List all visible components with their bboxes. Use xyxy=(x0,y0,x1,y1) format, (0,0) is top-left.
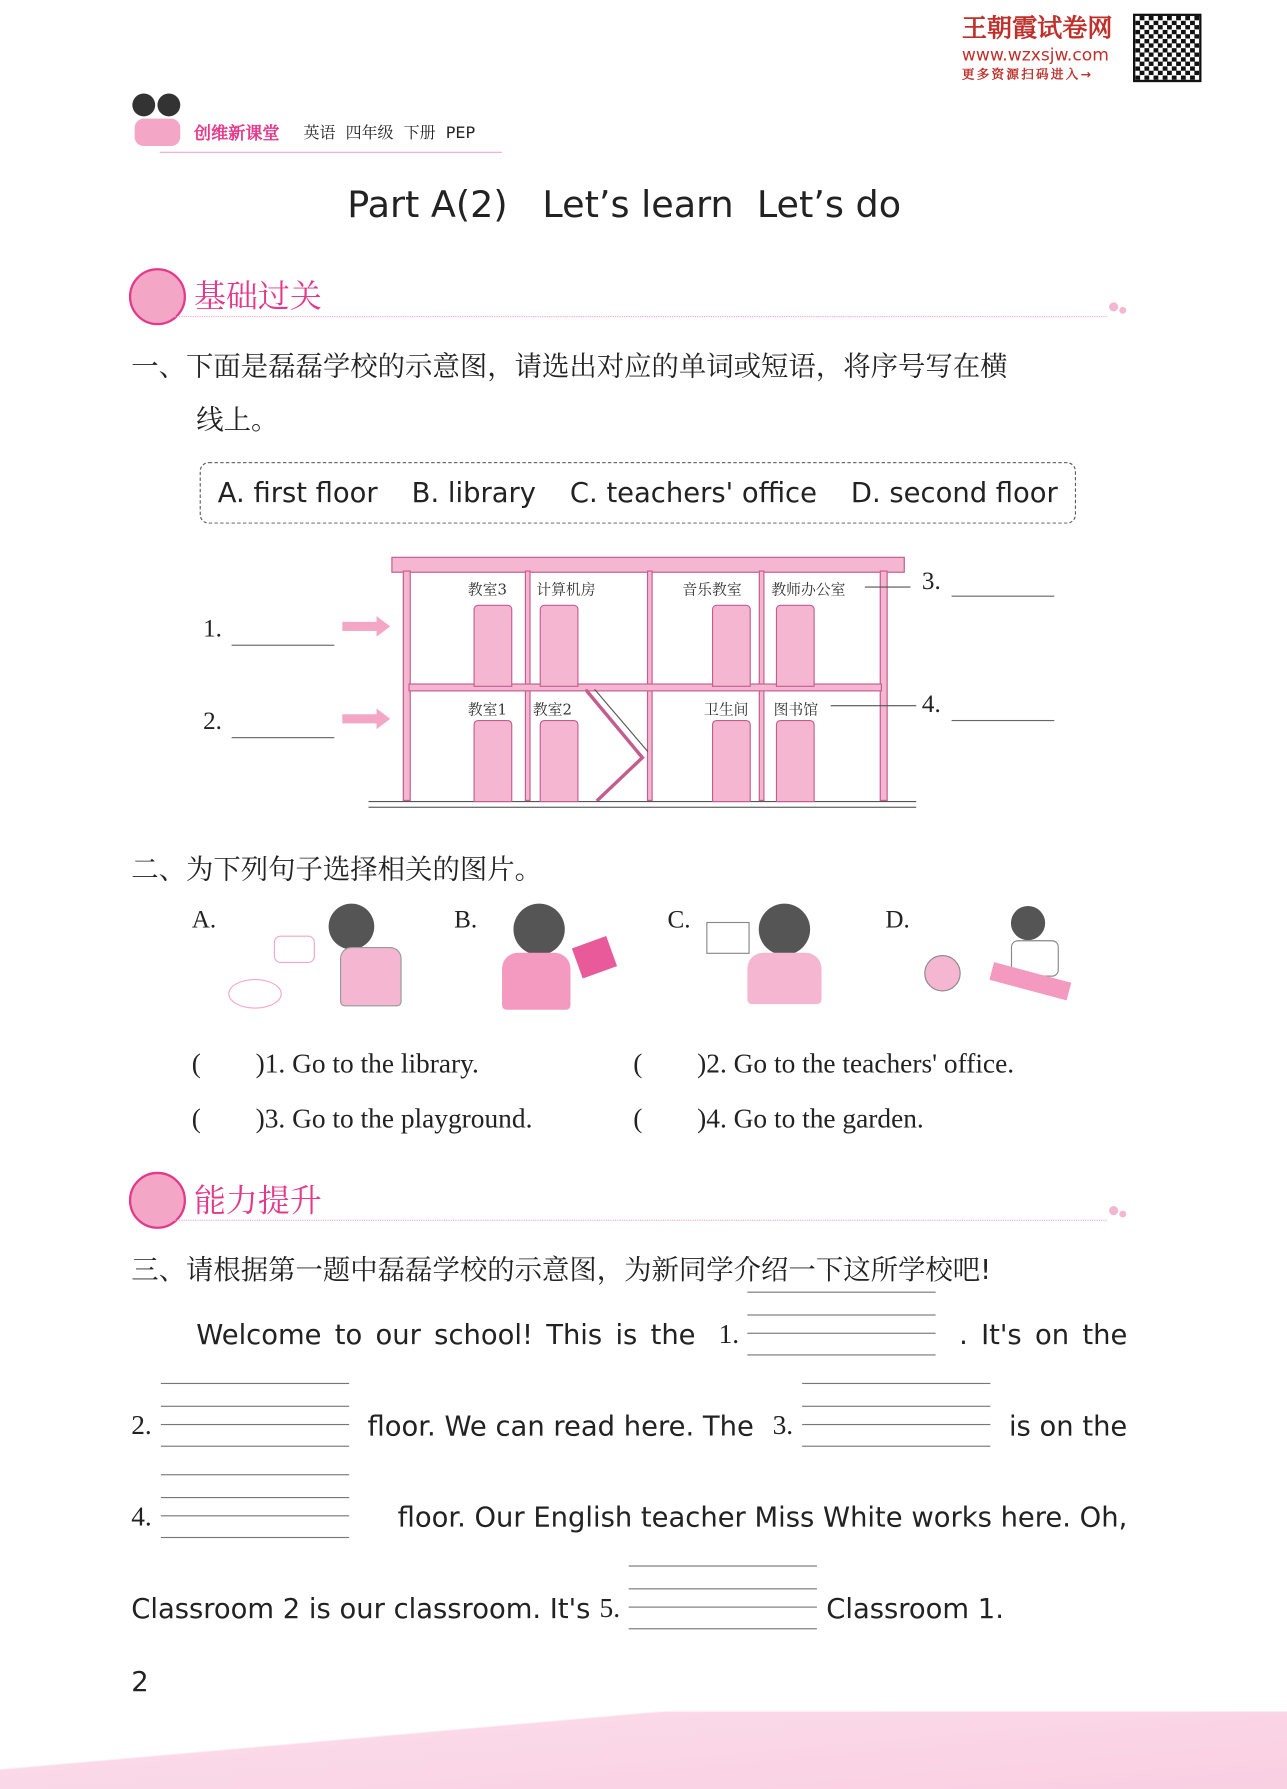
q3-text: Classroom 1. xyxy=(826,1592,1004,1625)
picture-label-d: D. xyxy=(885,904,910,934)
q3-text: Welcome to our school! This is the xyxy=(196,1318,696,1351)
blank-label-3: 3. xyxy=(921,565,941,595)
room-classroom3: 教室3 xyxy=(467,581,507,600)
blank-label-2: 2. xyxy=(203,706,222,735)
answer-blank-1[interactable] xyxy=(232,645,335,646)
answer-blank-2[interactable] xyxy=(232,737,335,738)
options-box xyxy=(200,462,1076,524)
blank-label-4: 4. xyxy=(921,689,941,718)
writing-blank-3[interactable] xyxy=(802,1415,990,1438)
dots-icon xyxy=(1109,302,1127,316)
book-info: 英语 四年级 下册 PEP xyxy=(303,124,476,143)
footer-band xyxy=(0,1712,1287,1789)
q3-text: . It's on the xyxy=(959,1318,1128,1351)
room-washroom: 卫生间 xyxy=(703,701,749,719)
q3-text: floor. Our English teacher Miss White works here. Oh, xyxy=(397,1500,1128,1533)
option-d: D. second floor xyxy=(850,476,1058,509)
qr-code-icon[interactable] xyxy=(1133,14,1201,82)
q2-item-1: ( )1. Go to the library. xyxy=(191,1049,479,1080)
q3-text: is on the xyxy=(1008,1409,1128,1442)
boy-with-paper-picture xyxy=(702,901,833,1015)
page-title: Part A(2) Let’s learn Let’s do xyxy=(347,182,902,226)
q3-prompt: 三、请根据第一题中磊磊学校的示意图，为新同学介绍一下这所学校吧! xyxy=(131,1253,992,1286)
staircase-icon xyxy=(585,689,648,801)
section-divider xyxy=(171,316,1107,317)
boy-kicking-ball-picture xyxy=(922,904,1076,1024)
answer-blank-3[interactable] xyxy=(952,596,1055,597)
room-classroom2: 教室2 xyxy=(532,701,572,719)
room-music: 音乐教室 xyxy=(682,581,742,600)
series-name: 创维新课堂 xyxy=(193,123,280,144)
page-number: 2 xyxy=(131,1665,149,1698)
picture-label-c: C. xyxy=(667,904,691,934)
girl-with-book-picture xyxy=(491,901,622,1015)
picture-label-a: A. xyxy=(191,904,217,934)
q2-item-3: ( )3. Go to the playground. xyxy=(191,1104,533,1135)
q2-prompt: 二、为下列句子选择相关的图片。 xyxy=(131,853,542,886)
q3-line-1 xyxy=(196,1318,1127,1351)
section-divider xyxy=(171,1220,1107,1221)
girl-watering-flowers-picture xyxy=(228,901,411,1015)
writing-blank-4[interactable] xyxy=(160,1506,348,1529)
option-b: B. library xyxy=(411,476,536,509)
watermark xyxy=(962,9,1113,83)
blank-label-1: 1. xyxy=(203,613,222,643)
room-library: 图书馆 xyxy=(773,701,819,719)
writing-blank-5[interactable] xyxy=(629,1597,817,1620)
arrow-icon xyxy=(342,714,376,723)
watermark-url[interactable]: www.wzxsjw.com xyxy=(961,44,1109,66)
q1-prompt-cont: 线上。 xyxy=(196,403,279,436)
option-a: A. first floor xyxy=(217,476,378,509)
q3-text: floor. We can read here. The xyxy=(367,1409,754,1442)
arrow-icon xyxy=(342,622,376,631)
q3-text: Classroom 2 is our classroom. It's xyxy=(131,1592,591,1625)
blank-number-1: 1. xyxy=(718,1320,740,1350)
section-title-improve: 能力提升 xyxy=(193,1182,322,1220)
blank-number-4: 4. xyxy=(131,1502,152,1533)
option-c: C. teachers' office xyxy=(569,476,817,509)
room-teachers-office: 教师办公室 xyxy=(771,581,846,600)
section-title-basic: 基础过关 xyxy=(193,277,322,315)
answer-blank-4[interactable] xyxy=(952,720,1055,721)
watermark-slogan: 更多资源扫码进入→ xyxy=(961,67,1094,83)
q1-prompt: 一、下面是磊磊学校的示意图，请选出对应的单词或短语，将序号写在横 xyxy=(131,350,1008,383)
writing-blank-2[interactable] xyxy=(160,1415,348,1438)
picture-label-b: B. xyxy=(454,904,478,934)
header-divider xyxy=(160,152,502,153)
q2-item-4: ( )4. Go to the garden. xyxy=(633,1104,924,1135)
watermark-brand: 王朝霞试卷网 xyxy=(961,14,1113,44)
mascot-icon xyxy=(128,91,187,150)
q3-line-4 xyxy=(131,1592,1004,1625)
writing-blank-1[interactable] xyxy=(748,1324,936,1347)
dots-icon xyxy=(1109,1206,1127,1220)
room-classroom1: 教室1 xyxy=(467,701,507,719)
q3-line-2 xyxy=(131,1409,1127,1442)
blank-number-2: 2. xyxy=(131,1411,152,1442)
school-building-diagram xyxy=(369,557,917,814)
q3-line-3 xyxy=(131,1500,1127,1533)
q2-item-2: ( )2. Go to the teachers' office. xyxy=(633,1049,1015,1080)
blank-number-3: 3. xyxy=(772,1411,794,1442)
room-computer: 计算机房 xyxy=(536,581,596,600)
blank-number-5: 5. xyxy=(599,1593,621,1624)
